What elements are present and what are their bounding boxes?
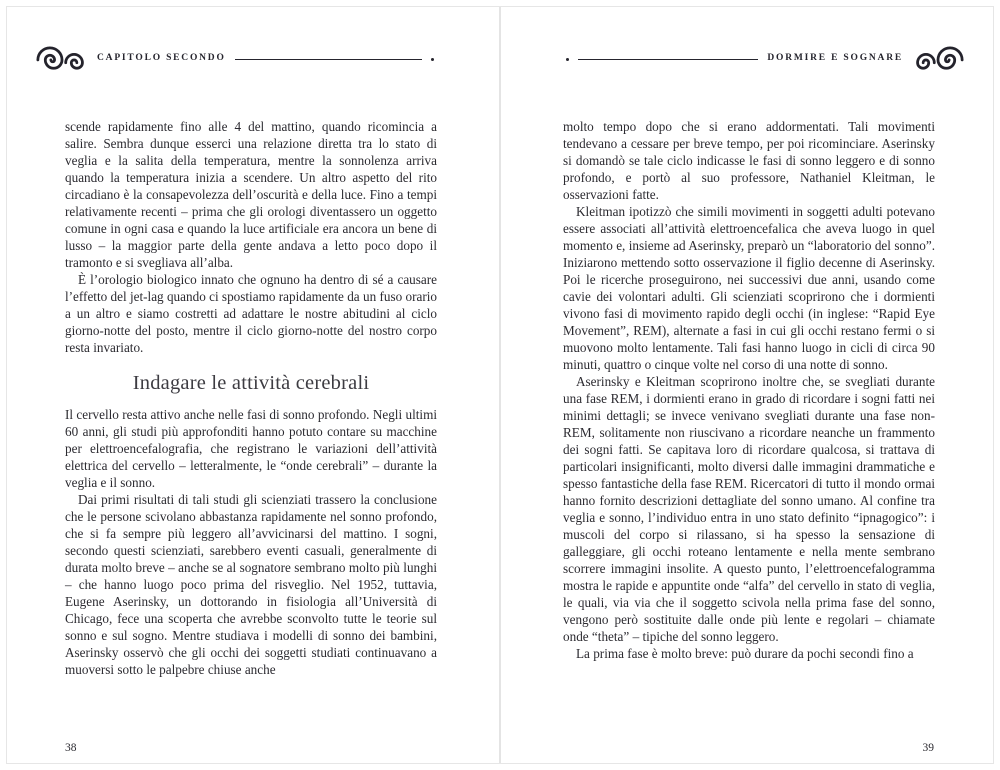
- body-text-right: [563, 118, 935, 662]
- body-text-left: [65, 118, 437, 678]
- running-head-right: [566, 44, 964, 74]
- running-head-rule: [578, 59, 758, 60]
- running-head-dot: [431, 58, 434, 61]
- running-head-title: DORMIRE E SOGNARE: [767, 53, 903, 63]
- section-heading: Indagare le attività cerebrali: [132, 372, 370, 394]
- running-head-title: CAPITOLO SECONDO: [97, 53, 226, 63]
- page-number: 38: [65, 742, 77, 754]
- paragraph: Il cervello resta attivo anche nelle fasi di sonno profondo. Negli ultimi 60 anni, gli studi più approfonditi hanno potuto contare su macchine per elettroencefalografia, che registrano le variazioni dell’attività elettrica del cervello – letteralmente, le “onde cerebrali” – durante la veglia e il sonno.: [65, 407, 437, 490]
- swirl-crescent-icon: [912, 45, 964, 73]
- paragraph: scende rapidamente fino alle 4 del mattino, quando ricomincia a salire. Sembra dunque esserci una relazione diretta tra lo stato di veglia e la salita della temperatura, mentre la sonnolenza arriva quando la temperatura inizia a scendere. Un altro aspetto del rito circadiano è la consapevolezza dell’oscurità e della luce. Fino a tempi relativamente recenti – prima che gli orologi diventassero un oggetto comune in ogni casa e quando la luce artificiale era ancora un bene di lusso – la maggior parte della gente andava a letto poco dopo il tramonto e si svegliava all’alba.: [65, 119, 437, 270]
- page-number: 39: [922, 742, 934, 754]
- running-head-rule: [235, 59, 422, 60]
- paragraph: Kleitman ipotizzò che simili movimenti in soggetti adulti potevano essere associati all’attività elettroencefalica che aveva luogo in quel momento e, insieme ad Aserinsky, preparò un “laboratorio del sonno”. Iniziarono mettendo sotto osservazione il figlio decenne di Aserinsky. Poi le ricerche proseguirono, nei successivi due anni, usando come cavie dei volontari adulti. Gli scienziati scoprirono che i dormienti vivono fasi di movimento rapido degli occhi (in inglese: “Rapid Eye Movement”, REM), alternate a fasi in cui gli occhi restano fermi o si muovono molto lentamente. Tali fasi hanno luogo in cicli di circa 90 minuti, quattro o cinque volte nel corso di una notte di sonno.: [563, 204, 935, 372]
- paragraph: La prima fase è molto breve: può durare da pochi secondi fino a: [576, 646, 914, 661]
- paragraph: È l’orologio biologico innato che ognuno ha dentro di sé a causare l’effetto del jet-lag quando ci spostiamo rapidamente da un fuso orario a un altro e siamo costretti ad adattare le nostre abitudini al ciclo giorno-notte del posto, mentre il ciclo giorno-notte del nostro corpo resta invariato.: [65, 272, 437, 355]
- right-page: [500, 0, 1000, 770]
- paragraph: Dai primi risultati di tali studi gli scienziati trassero la conclusione che le persone scivolano abbastanza rapidamente nel sonno profondo, che si fa sempre più leggero all’avvicinarsi del mattino. I sogni, secondo questi scienziati, sarebbero eventi casuali, generalmente di durata molto breve – anche se al sognatore sembrano molto più lunghi – che hanno luogo poco prima del risveglio. Nel 1952, tuttavia, Eugene Aserinsky, un dottorando in fisiologia all’Università di Chicago, fece una scoperta che avrebbe sconvolto tutte le teorie sul sonno e sul sogno. Mentre studiava i modelli di sonno dei bambini, Aserinsky osservò che gli occhi dei soggetti studiati continuavano a muoversi sotto le palpebre chiuse anche: [65, 492, 437, 677]
- paragraph: Aserinsky e Kleitman scoprirono inoltre che, se svegliati durante una fase REM, i dormienti erano in grado di ricordare i sogni fatti nei minimi dettagli; se invece venivano svegliati durante una fase non-REM, solitamente non riuscivano a ricordare neanche un frammento dei sogni fatti. Se capitava loro di ricordare qualcosa, si trattava di particolari insignificanti, molto diversi dalle immagini drammatiche e spesso fantastiche della fase REM. Ricercatori di tutto il mondo ormai hanno fornito descrizioni dettagliate del sonno umano. Al confine tra veglia e sonno, l’individuo entra in uno stato definito “ipnagogico”: i muscoli del corpo si rilassano, si ha spesso la sensazione di galleggiare, gli occhi roteano lentamente e nella mente sembrano scorrere immagini insolite. A questo punto, l’elettroencefalogramma mostra le rapide e appuntite onde “alfa” del cervello in stato di veglia, le quali, via via che il soggetto scivola nella prima fase del sonno, vengono però sostituite dalle onde più lente e regolari – chiamate onde “theta” – tipiche del sonno leggero.: [563, 374, 935, 644]
- running-head-left: [36, 44, 434, 74]
- swirl-crescent-icon: [36, 45, 88, 73]
- paragraph: molto tempo dopo che si erano addormentati. Tali movimenti tendevano a cessare per breve tempo, per poi ricominciare. Aserinsky si domandò se tale ciclo indicasse le fasi di sonno leggero e di sonno profondo, e portò al suo professore, Nathaniel Kleitman, le osservazioni fatte.: [563, 119, 935, 202]
- running-head-dot: [566, 58, 569, 61]
